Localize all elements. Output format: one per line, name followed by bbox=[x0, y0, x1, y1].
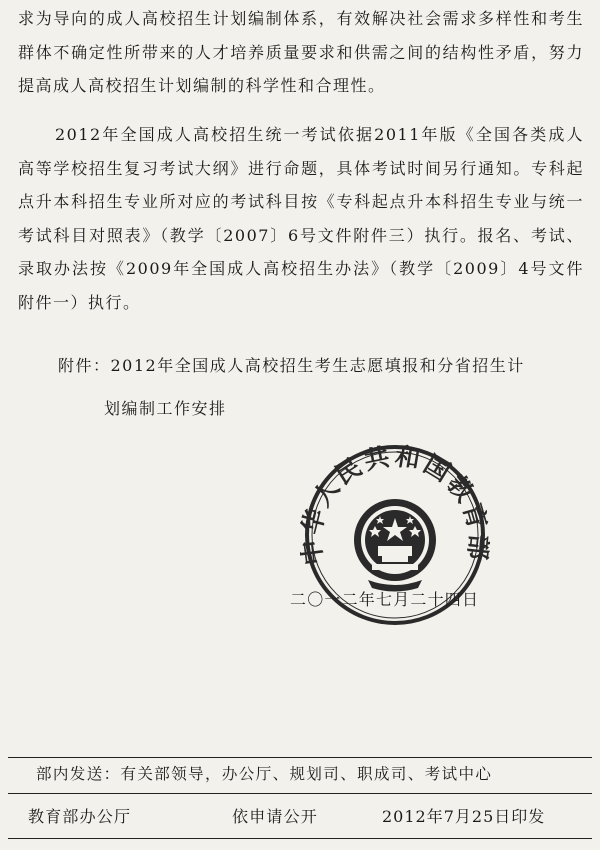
footer-rule-bottom bbox=[8, 838, 592, 839]
body-paragraph-1: 求为导向的成人高校招生计划编制体系，有效解决社会需求多样性和考生群体不确定性所带来的人才培养质量要求和供需之间的结构性矛盾，努力提高成人高校招生计划编制的科学性和合理性。 bbox=[18, 9, 584, 95]
issuing-office: 教育部办公厅 bbox=[28, 807, 132, 826]
attachment-line-2: 划编制工作安排 bbox=[104, 399, 227, 418]
body-paragraph-2: 2012年全国成人高校招生统一考试依据2011年版《全国各类成人高等学校招生复习考试大纲》进行命题，具体考试时间另行通知。专科起点升本科招生专业所对应的考试科目按《专科起点升本科招生专业与统一考试科目对照表》（教学〔2007〕6号文件附件三）执行。报名、考试、录取办法按《2009年全国成人高校招生办法》（教学〔2009〕4号文件附件一）执行。 bbox=[18, 125, 584, 312]
publicity-status: 依申请公开 bbox=[232, 807, 319, 826]
seal-text: 华人民共和国教育 bbox=[300, 441, 490, 538]
issue-date: 2012年7月25日印发 bbox=[382, 807, 546, 826]
attachment-line-1: 附件：2012年全国成人高校招生考生志愿填报和分省招生计 bbox=[58, 356, 525, 375]
footer-rule-middle bbox=[8, 793, 592, 794]
signing-date: 二〇一二年七月二十四日 bbox=[290, 590, 480, 609]
distribution-list: 部内发送：有关部领导，办公厅、规划司、职成司、考试中心 bbox=[36, 765, 493, 783]
footer-rule-top bbox=[8, 757, 592, 758]
